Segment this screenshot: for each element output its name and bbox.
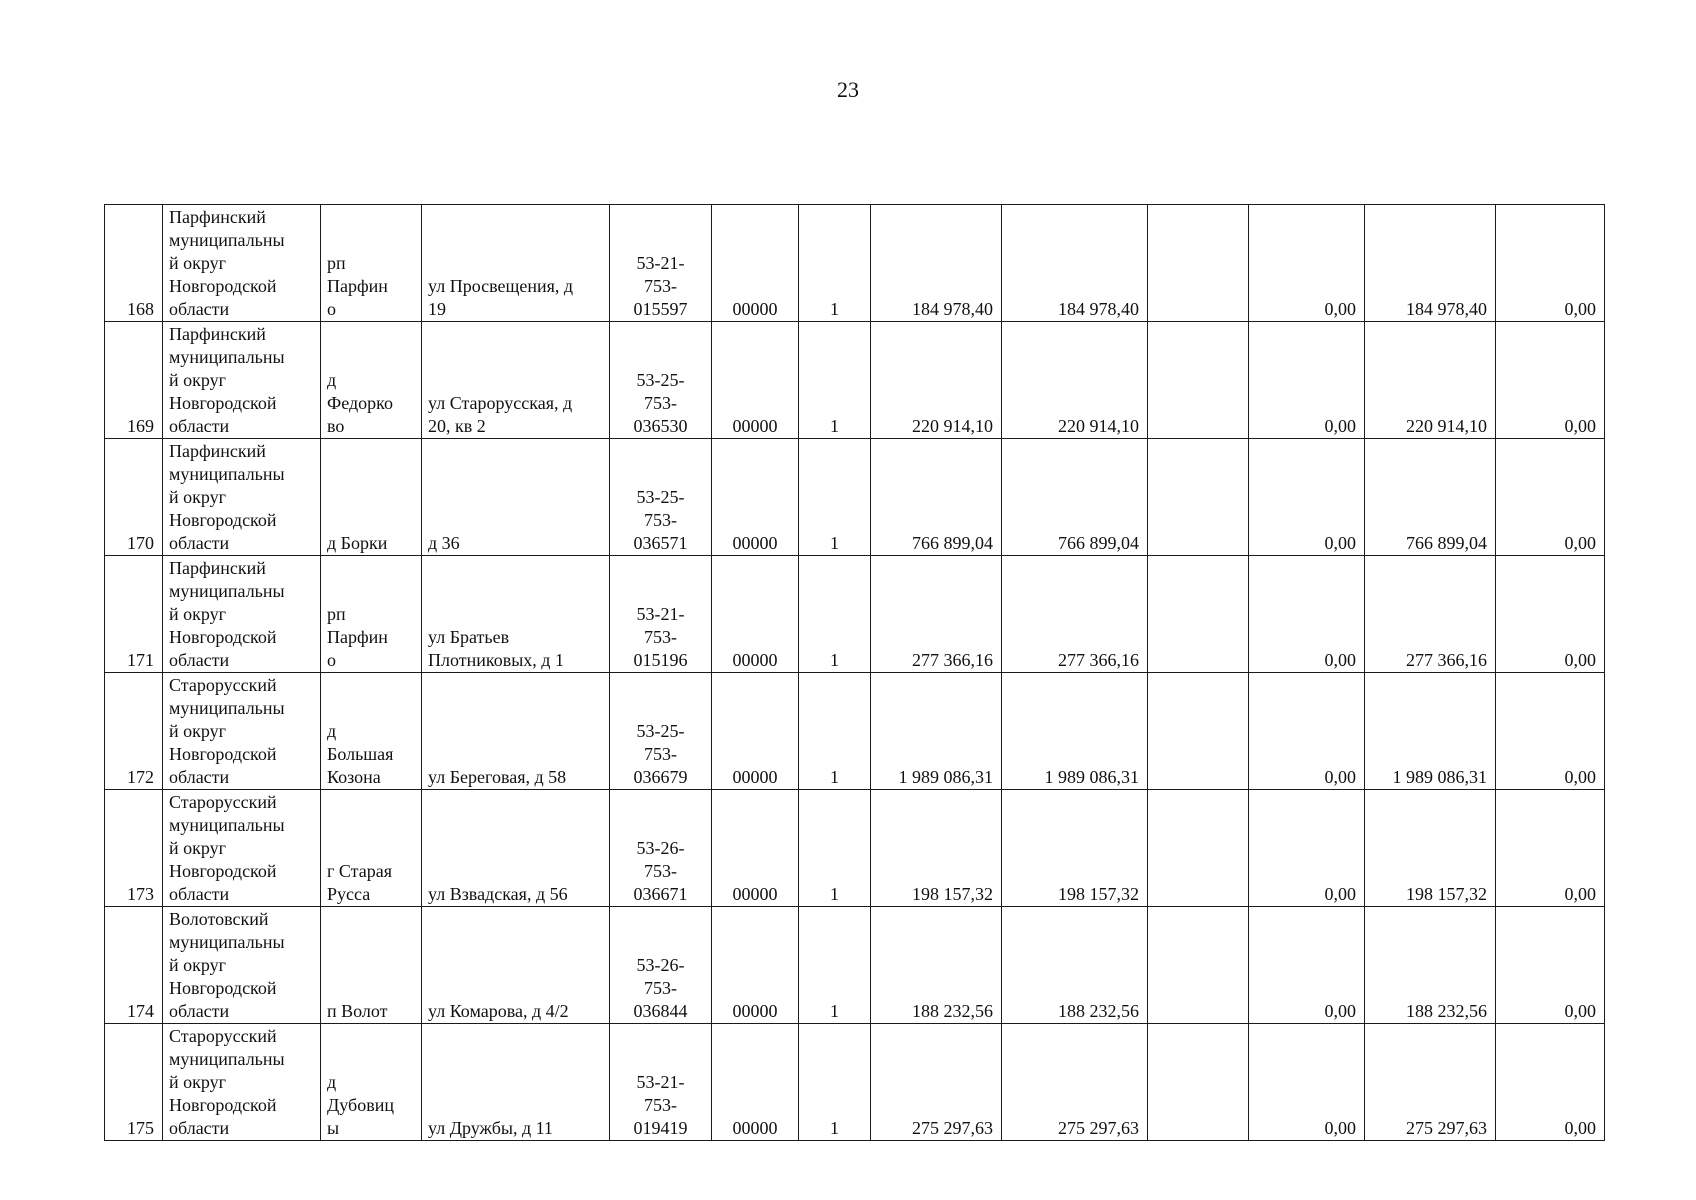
row-number-cell: 173	[105, 790, 163, 907]
total-cell: 188 232,56	[1002, 907, 1148, 1024]
total-cell: 277 366,16	[1002, 556, 1148, 673]
quantity-cell: 1	[799, 1024, 871, 1141]
amount-cell: 1 989 086,31	[871, 673, 1002, 790]
district-cell: Старорусский муниципальны й округ Новгородской области	[163, 1024, 321, 1141]
subcode-cell: 00000	[712, 439, 799, 556]
subcode-cell: 00000	[712, 205, 799, 322]
sum-cell: 766 899,04	[1365, 439, 1496, 556]
empty-cell	[1148, 439, 1249, 556]
total-cell: 1 989 086,31	[1002, 673, 1148, 790]
row-number-cell: 171	[105, 556, 163, 673]
locality-cell: д Большая Козона	[321, 673, 422, 790]
sum-cell: 277 366,16	[1365, 556, 1496, 673]
locality-cell: д Борки	[321, 439, 422, 556]
total-cell: 766 899,04	[1002, 439, 1148, 556]
sum-cell: 220 914,10	[1365, 322, 1496, 439]
zero-cell: 0,00	[1496, 790, 1605, 907]
table-row	[105, 1024, 1605, 1141]
locality-cell: д Федорко во	[321, 322, 422, 439]
code-cell: 53-25- 753- 036679	[610, 673, 712, 790]
subcode-cell: 00000	[712, 673, 799, 790]
district-cell: Парфинский муниципальны й округ Новгородской области	[163, 556, 321, 673]
sum-cell: 198 157,32	[1365, 790, 1496, 907]
address-cell: ул Комарова, д 4/2	[422, 907, 610, 1024]
table-row	[105, 673, 1605, 790]
quantity-cell: 1	[799, 673, 871, 790]
row-number-cell: 174	[105, 907, 163, 1024]
empty-cell	[1148, 673, 1249, 790]
total-cell: 275 297,63	[1002, 1024, 1148, 1141]
table-row	[105, 556, 1605, 673]
code-cell: 53-21- 753- 015597	[610, 205, 712, 322]
district-cell: Старорусский муниципальны й округ Новгородской области	[163, 673, 321, 790]
sum-cell: 184 978,40	[1365, 205, 1496, 322]
row-number-cell: 172	[105, 673, 163, 790]
empty-cell	[1148, 907, 1249, 1024]
amount-cell: 188 232,56	[871, 907, 1002, 1024]
address-cell: ул Дружбы, д 11	[422, 1024, 610, 1141]
district-cell: Парфинский муниципальны й округ Новгородской области	[163, 439, 321, 556]
zero-cell: 0,00	[1249, 1024, 1365, 1141]
empty-cell	[1148, 205, 1249, 322]
total-cell: 198 157,32	[1002, 790, 1148, 907]
district-cell: Парфинский муниципальны й округ Новгородской области	[163, 205, 321, 322]
row-number-cell: 170	[105, 439, 163, 556]
address-cell: ул Береговая, д 58	[422, 673, 610, 790]
quantity-cell: 1	[799, 556, 871, 673]
quantity-cell: 1	[799, 205, 871, 322]
empty-cell	[1148, 790, 1249, 907]
table-row	[105, 790, 1605, 907]
quantity-cell: 1	[799, 790, 871, 907]
zero-cell: 0,00	[1496, 439, 1605, 556]
code-cell: 53-21- 753- 015196	[610, 556, 712, 673]
zero-cell: 0,00	[1249, 907, 1365, 1024]
zero-cell: 0,00	[1496, 1024, 1605, 1141]
total-cell: 220 914,10	[1002, 322, 1148, 439]
code-cell: 53-25- 753- 036571	[610, 439, 712, 556]
code-cell: 53-26- 753- 036844	[610, 907, 712, 1024]
quantity-cell: 1	[799, 439, 871, 556]
zero-cell: 0,00	[1496, 556, 1605, 673]
page-number: 23	[837, 77, 859, 102]
amount-cell: 198 157,32	[871, 790, 1002, 907]
table-row	[105, 439, 1605, 556]
code-cell: 53-21- 753- 019419	[610, 1024, 712, 1141]
district-cell: Волотовский муниципальны й округ Новгородской области	[163, 907, 321, 1024]
amount-cell: 275 297,63	[871, 1024, 1002, 1141]
total-cell: 184 978,40	[1002, 205, 1148, 322]
locality-cell: рп Парфин о	[321, 556, 422, 673]
zero-cell: 0,00	[1249, 322, 1365, 439]
zero-cell: 0,00	[1496, 907, 1605, 1024]
registry-table	[104, 204, 1605, 1141]
quantity-cell: 1	[799, 322, 871, 439]
row-number-cell: 175	[105, 1024, 163, 1141]
quantity-cell: 1	[799, 907, 871, 1024]
address-cell: ул Просвещения, д 19	[422, 205, 610, 322]
zero-cell: 0,00	[1249, 673, 1365, 790]
zero-cell: 0,00	[1496, 205, 1605, 322]
locality-cell: д Дубовиц ы	[321, 1024, 422, 1141]
subcode-cell: 00000	[712, 907, 799, 1024]
sum-cell: 1 989 086,31	[1365, 673, 1496, 790]
table-row	[105, 205, 1605, 322]
zero-cell: 0,00	[1249, 790, 1365, 907]
address-cell: ул Братьев Плотниковых, д 1	[422, 556, 610, 673]
subcode-cell: 00000	[712, 556, 799, 673]
zero-cell: 0,00	[1249, 556, 1365, 673]
empty-cell	[1148, 556, 1249, 673]
address-cell: ул Взвадская, д 56	[422, 790, 610, 907]
amount-cell: 220 914,10	[871, 322, 1002, 439]
zero-cell: 0,00	[1249, 439, 1365, 556]
subcode-cell: 00000	[712, 1024, 799, 1141]
locality-cell: рп Парфин о	[321, 205, 422, 322]
amount-cell: 184 978,40	[871, 205, 1002, 322]
zero-cell: 0,00	[1496, 322, 1605, 439]
subcode-cell: 00000	[712, 790, 799, 907]
table-row	[105, 907, 1605, 1024]
empty-cell	[1148, 1024, 1249, 1141]
registry-body	[105, 205, 1605, 1141]
address-cell: ул Старорусская, д 20, кв 2	[422, 322, 610, 439]
locality-cell: г Старая Русса	[321, 790, 422, 907]
zero-cell: 0,00	[1496, 673, 1605, 790]
district-cell: Парфинский муниципальны й округ Новгородской области	[163, 322, 321, 439]
zero-cell: 0,00	[1249, 205, 1365, 322]
sum-cell: 188 232,56	[1365, 907, 1496, 1024]
amount-cell: 766 899,04	[871, 439, 1002, 556]
empty-cell	[1148, 322, 1249, 439]
row-number-cell: 169	[105, 322, 163, 439]
amount-cell: 277 366,16	[871, 556, 1002, 673]
sum-cell: 275 297,63	[1365, 1024, 1496, 1141]
row-number-cell: 168	[105, 205, 163, 322]
locality-cell: п Волот	[321, 907, 422, 1024]
code-cell: 53-26- 753- 036671	[610, 790, 712, 907]
subcode-cell: 00000	[712, 322, 799, 439]
table-row	[105, 322, 1605, 439]
address-cell: д 36	[422, 439, 610, 556]
district-cell: Старорусский муниципальны й округ Новгородской области	[163, 790, 321, 907]
code-cell: 53-25- 753- 036530	[610, 322, 712, 439]
